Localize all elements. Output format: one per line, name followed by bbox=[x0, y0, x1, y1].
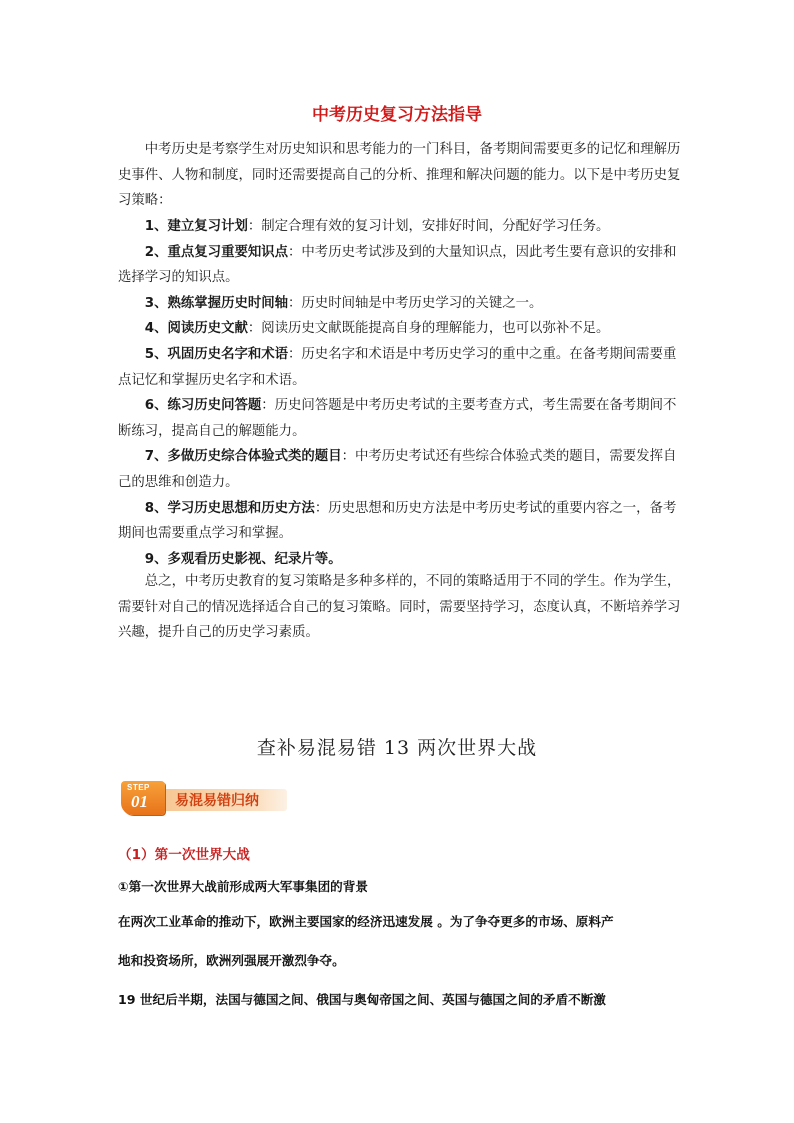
item-head: 9、多观看历史影视、纪录片等。 bbox=[144, 551, 342, 567]
item-head: 3、熟练掌握历史时间轴 bbox=[144, 295, 289, 311]
item-body: ：中考历史考试涉及到的大量知识点，因此考生要有意识的安排和选择学习的知识点。 bbox=[118, 244, 677, 286]
page-title: 中考历史复习方法指导 bbox=[312, 105, 482, 125]
intro-text: 中考历史是考察学生对历史知识和思考能力的一门科目，备考期间需要更多的记忆和理解历史事件、人物和制度，同时还需要提高自己的分析、推理和解决问题的能力。以下是中考历史复习策略： bbox=[118, 142, 681, 209]
item-head: 4、阅读历史文献 bbox=[144, 321, 248, 337]
list-item bbox=[118, 291, 686, 317]
list-item bbox=[118, 316, 686, 342]
step-tag bbox=[121, 781, 165, 815]
body-line: 地和投资场所，欧洲列强展开激烈争夺。 bbox=[118, 953, 345, 968]
item-head: 8、学习历史思想和历史方法 bbox=[144, 500, 315, 516]
step-badge bbox=[121, 781, 289, 815]
intro-paragraph bbox=[118, 137, 686, 214]
step-word: STEP bbox=[127, 783, 150, 792]
list-item bbox=[118, 214, 686, 240]
sub-heading: （1）第一次世界大战 bbox=[118, 847, 250, 863]
item-body: ：阅读历史文献既能提高自身的理解能力，也可以弥补不足。 bbox=[247, 321, 610, 337]
step-number: 01 bbox=[131, 792, 148, 811]
list-item bbox=[118, 444, 686, 495]
list-item bbox=[118, 342, 686, 393]
body-line: 在两次工业革命的推动下，欧洲主要国家的经济迅速发展 。为了争夺更多的市场、原料产 bbox=[118, 914, 614, 929]
strategy-list bbox=[118, 214, 686, 572]
conclusion-paragraph bbox=[118, 569, 686, 646]
conclusion-text: 总之，中考历史教育的复习策略是多种多样的，不同的策略适用于不同的学生。作为学生，需要针对自己的情况选择适合自己的复习策略。同时，需要坚持学习，态度认真，不断培养学习兴趣，提升自己的历史学习素质。 bbox=[118, 574, 681, 641]
list-item bbox=[118, 393, 686, 444]
item-body: ：历史思想和历史方法是中考历史考试的重要内容之一，备考期间也需要重点学习和掌握。 bbox=[118, 500, 677, 542]
item-head: 6、练习历史问答题 bbox=[144, 398, 262, 414]
item-head: 5、巩固历史名字和术语 bbox=[144, 346, 289, 362]
point-heading: ①第一次世界大战前形成两大军事集团的背景 bbox=[118, 879, 368, 894]
item-head: 7、多做历史综合体验式类的题目 bbox=[144, 449, 342, 465]
item-body: ：历史名字和术语是中考历史学习的重中之重。在备考期间需要重点记忆和掌握历史名字和术语。 bbox=[118, 346, 677, 388]
list-item bbox=[118, 496, 686, 547]
list-item bbox=[118, 240, 686, 291]
step-label: 易混易错归纳 bbox=[175, 793, 259, 809]
item-head: 1、建立复习计划 bbox=[144, 219, 248, 234]
item-body: ：历史时间轴是中考历史学习的关键之一。 bbox=[288, 295, 543, 311]
section-title: 查补易混易错 13 两次世界大战 bbox=[256, 737, 538, 759]
item-body: ：历史问答题是中考历史考试的主要考查方式，考生需要在备考期间不断练习，提高自己的解题能力。 bbox=[118, 398, 677, 439]
item-body: ：中考历史考试还有些综合体验式类的题目，需要发挥自己的思维和创造力。 bbox=[118, 449, 677, 490]
item-head: 2、重点复习重要知识点 bbox=[144, 244, 289, 260]
item-body: ：制定合理有效的复习计划，安排好时间，分配好学习任务。 bbox=[247, 219, 610, 234]
body-line: 19 世纪后半期，法国与德国之间、俄国与奥匈帝国之间、英国与德国之间的矛盾不断激 bbox=[118, 992, 606, 1007]
